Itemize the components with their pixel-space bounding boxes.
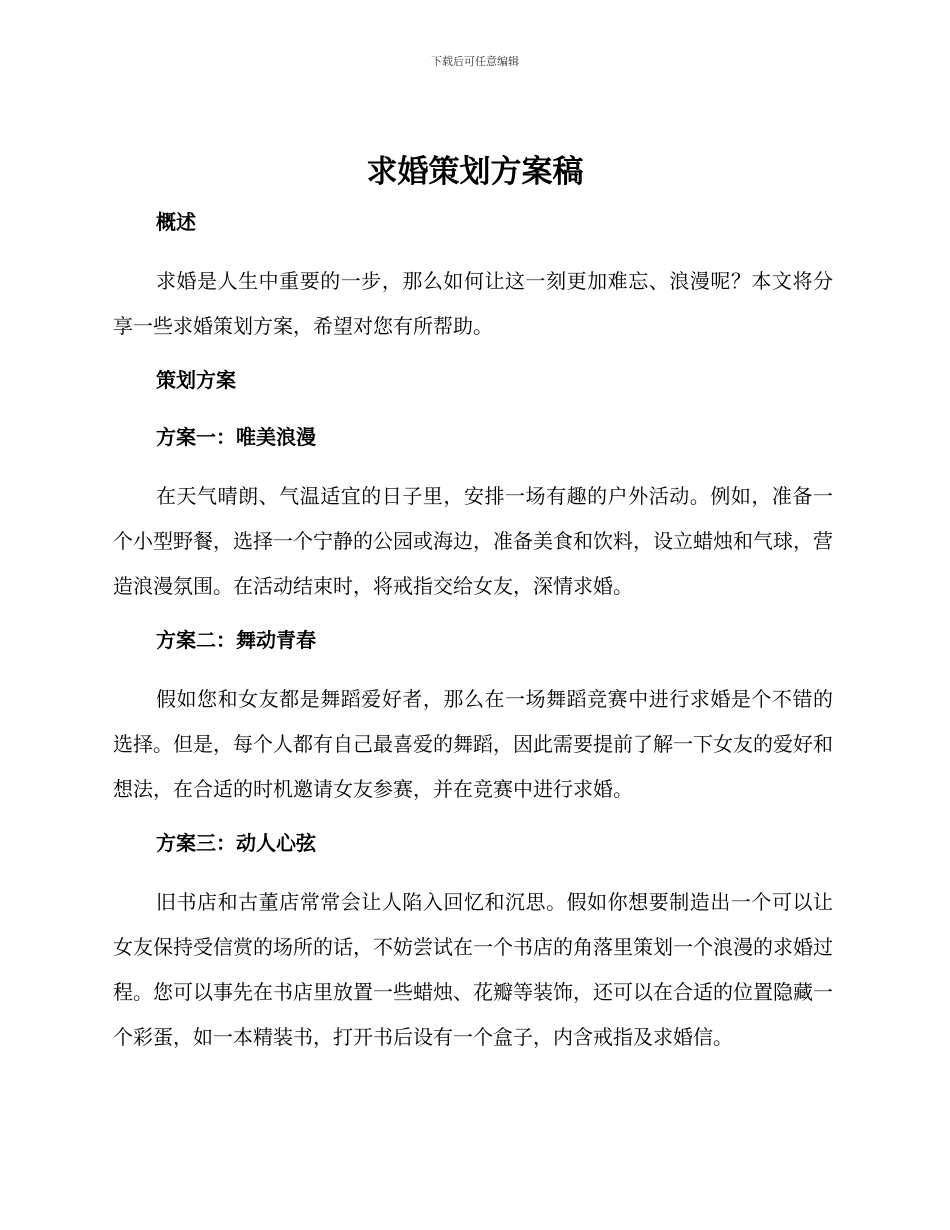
section-heading-overview: 概述: [156, 210, 196, 234]
paragraph-overview: 求婚是人生中重要的一步，那么如何让这一刻更加难忘、浪漫呢？本文将分享一些求婚策划方案，希望对您有所帮助。: [113, 269, 833, 338]
section-heading-plans: 策划方案: [156, 368, 236, 392]
paragraph-plan-one: 在天气晴朗、气温适宜的日子里，安排一场有趣的户外活动。例如，准备一个小型野餐，选择一个宁静的公园或海边，准备美食和饮料，设立蜡烛和气球，营造浪漫氛围。在活动结束时，将戒指交给女友，深情求婚。: [113, 484, 833, 598]
paragraph-plan-three: 旧书店和古董店常常会让人陷入回忆和沉思。假如你想要制造出一个可以让女友保持受信赏的场所的话，不妨尝试在一个书店的角落里策划一个浪漫的求婚过程。您可以事先在书店里放置一些蜡烛、花瓣等装饰，还可以在合适的位置隐藏一个彩蛋，如一本精装书，打开书后设有一个盒子，内含戒指及求婚信。: [113, 890, 833, 1049]
section-heading-plan-three: 方案三：动人心弦: [156, 831, 316, 855]
section-heading-plan-two: 方案二：舞动青春: [156, 628, 316, 652]
document-body: [113, 202, 833, 1071]
header-note: 下载后可任意编辑: [431, 55, 519, 68]
document-title: 求婚策划方案稿: [366, 154, 584, 190]
paragraph-plan-two: 假如您和女友都是舞蹈爱好者，那么在一场舞蹈竞赛中进行求婚是个不错的选择。但是，每个人都有自己最喜爱的舞蹈，因此需要提前了解一下女友的爱好和想法，在合适的时机邀请女友参赛，并在竞赛中进行求婚。: [113, 687, 833, 801]
section-heading-plan-one: 方案一：唯美浪漫: [156, 425, 316, 449]
